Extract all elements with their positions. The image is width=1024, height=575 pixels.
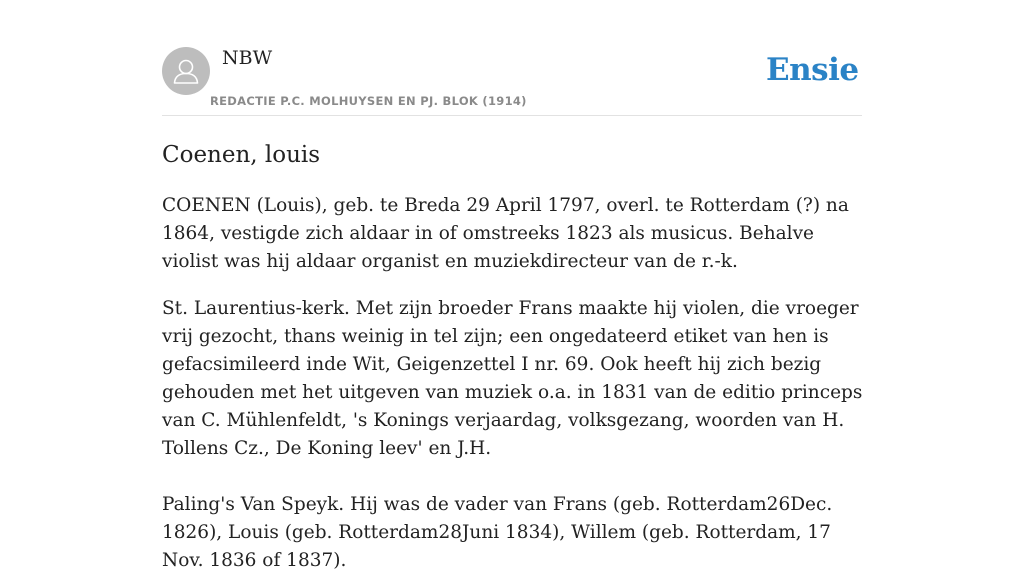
paragraph: COENEN (Louis), geb. te Breda 29 April 1797, overl. te Rotterdam (?) na 1864, vestigde zich aldaar in of omstreeks 1823 als musicus. Behalve violist was hij aldaar organist en muziekdirecteur van de r.-k.: [162, 195, 849, 272]
header-divider: [162, 115, 862, 116]
paragraph: Paling's Van Speyk. Hij was de vader van Frans (geb. Rotterdam26Dec. 1826), Louis (geb. Rotterdam28Juni 1834), Willem (geb. Rotterdam, 17 Nov. 1836 of 1837).: [162, 494, 833, 571]
user-icon: [162, 47, 210, 95]
article-title: Coenen, louis: [162, 142, 321, 168]
brand-logo[interactable]: Ensie: [766, 52, 859, 88]
source-name[interactable]: NBW: [222, 47, 273, 69]
paragraph: St. Laurentius-kerk. Met zijn broeder Frans maakte hij violen, die vroeger vrij gezocht, thans weinig in tel zijn; een ongedateerd etiket van hen is gefacsimileerd inde Wit, Geigenzettel I nr. 69. Ook heeft hij zich bezig gehouden met het uitgeven van muziek o.a. in 1831 van de editio princeps van C. Mühlenfeldt, 's Konings verjaardag, volksgezang, woorden van H. Tollens Cz., De Koning leev' en J.H.: [162, 298, 863, 459]
avatar[interactable]: [162, 47, 210, 95]
source-subtitle: REDACTIE P.C. MOLHUYSEN EN PJ. BLOK (1914): [210, 94, 527, 108]
article-body: [162, 192, 868, 575]
